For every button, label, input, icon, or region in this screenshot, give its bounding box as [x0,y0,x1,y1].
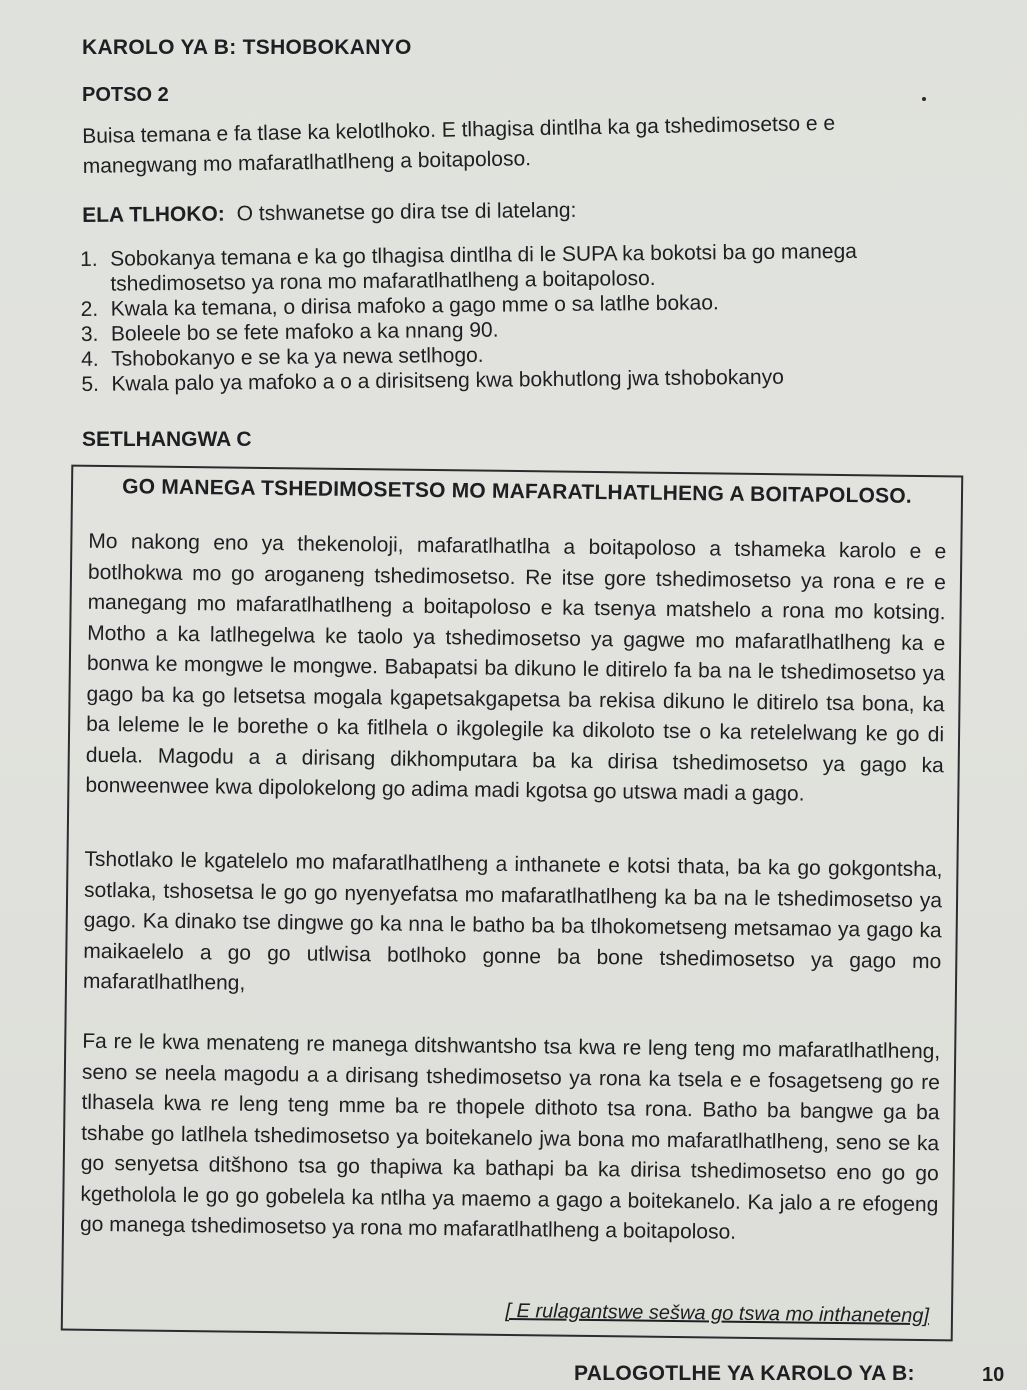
step-text: Kwala ka temana, o dirisa mafoko a gago mme o sa latlhe bokao. [110,291,719,321]
step-number: 2. [80,297,99,321]
passage-paragraph: Fa re le kwa menateng re manega ditshwantsho tsa kwa re leng teng mo mafaratlhatlheng, seno se neela magodu a a dirisang tshedimosetso ya rona ka tsela e e fosagetseng go re tlhasela kwa re leng teng mme ba re thopele dithoto tsa rona. Batho ba bangwe ga ba tshabe go latlhela tshedimosetso ya boitekanelo jwa bona mo mafaratlhatlheng, seno se ka go senyetsa ditšhono tsa go thapiwa ka bathapi ba ka dirisa tshedimosetso eno go go kgetholola le go go gobelela ka ntlha ya maemo a gago a boitekanelo. Ka jalo a re efogeng go manega tshedimosetso ya rona mo mafaratlhatlheng a boitapoloso. [79,1029,941,1244]
step-text: Kwala palo ya mafoko a o a dirisitseng kwa bokhutlong jwa tshobokanyo [111,365,784,396]
note-label: ELA TLHOKO: [82,202,225,227]
instruction-steps [80,238,942,397]
step-number: 1. [80,247,98,271]
passage-title: GO MANEGA TSHEDIMOSETSO MO MAFARATLHATLHENG A BOITAPOLOSO. [122,475,913,508]
step-number: 5. [81,372,100,396]
step-text: Sobokanya temana e ka go tlhagisa dintlha di le SUPA ka bokotsi ba go manega tshedimosetso ya rona mo mafaratlhatlheng a boitapoloso. [110,239,857,296]
reading-instruction: Buisa temana e fa tlase ka kelotlhoko. E tlhagisa dintlha ka ga tshedimosetso e e manegwang mo mafaratlhatlheng a boitapoloso. [82,111,836,178]
note-text: O tshwanetse go dira tse di latelang: [236,198,577,226]
step-number: 3. [80,322,99,346]
total-marks-label: PALOGOTLHE YA KAROLO YA B: [574,1362,915,1385]
total-marks-value: 10 [982,1364,1005,1386]
step-number: 4. [81,347,99,371]
note-line [82,199,576,228]
passage-source: [ E rulagantswe sešwa go tswa mo inthaneteng] [505,1299,930,1328]
ink-dot [922,97,926,101]
passage-label: SETLHANGWA C [82,428,252,451]
step-text: Boleele bo se fete mafoko a ka nnang 90. [110,318,499,346]
step-text: Tshobokanyo e se ka ya newa setlhogo. [111,343,484,371]
section-title: KAROLO YA B: TSHOBOKANYO [82,36,412,59]
passage-paragraph: Mo nakong eno ya thekenoloji, mafaratlhatlha a boitapoloso a tshameka karolo e e botlhokwa mo go aroganeng tshedimosetso. Re itse gore tshedimosetso ya rona e re e manegang mo mafaratlhatlheng a boitapoloso e ka tsenya matshelo a rona mo kotsing. Motho a ka latlhegelwa ke taolo ya tshedimosetso ya gagwe mo mafaratlhatlheng ka e bonwa ke mongwe le mongwe. Babapatsi ba dikuno le ditirelo fa ba na le tshedimosetso ya gago ba ka go letsetsa mogala kgapetsakgapetsa ba rekisa dikuno le ditirelo tsa bona, ka ba leleme le le borethe o ka fitlhela o ikgolegile ka dikoloto tse o ka retelelwang ke go di duela. Magodu a a dirisang dikhomputara ba ka dirisa tshedimosetso ya gago ka bonweenwee kwa dipolokelong go adima madi kgotsa go utswa madi a gago. [85,529,947,806]
question-number: POTSO 2 [82,84,169,106]
passage-paragraph: Tshotlako le kgatelelo mo mafaratlhatlheng a inthanete e kotsi thata, ba ka go gokgontsha, sotlaka, tshosetsa le go go nyenyefatsa mo mafaratlhatlheng ka ba na le tshedimosetso ya gago. Ka dinako tse dingwe go ka nna le batho ba ba tlhokometseng metsamao ya gago ka maikaelelo a go go utlwisa botlhoko gonne ba bone tshedimosetso ya gago mo mafaratlhatlheng, [82,847,943,995]
step-item [80,238,940,297]
passage-box [61,465,964,1342]
